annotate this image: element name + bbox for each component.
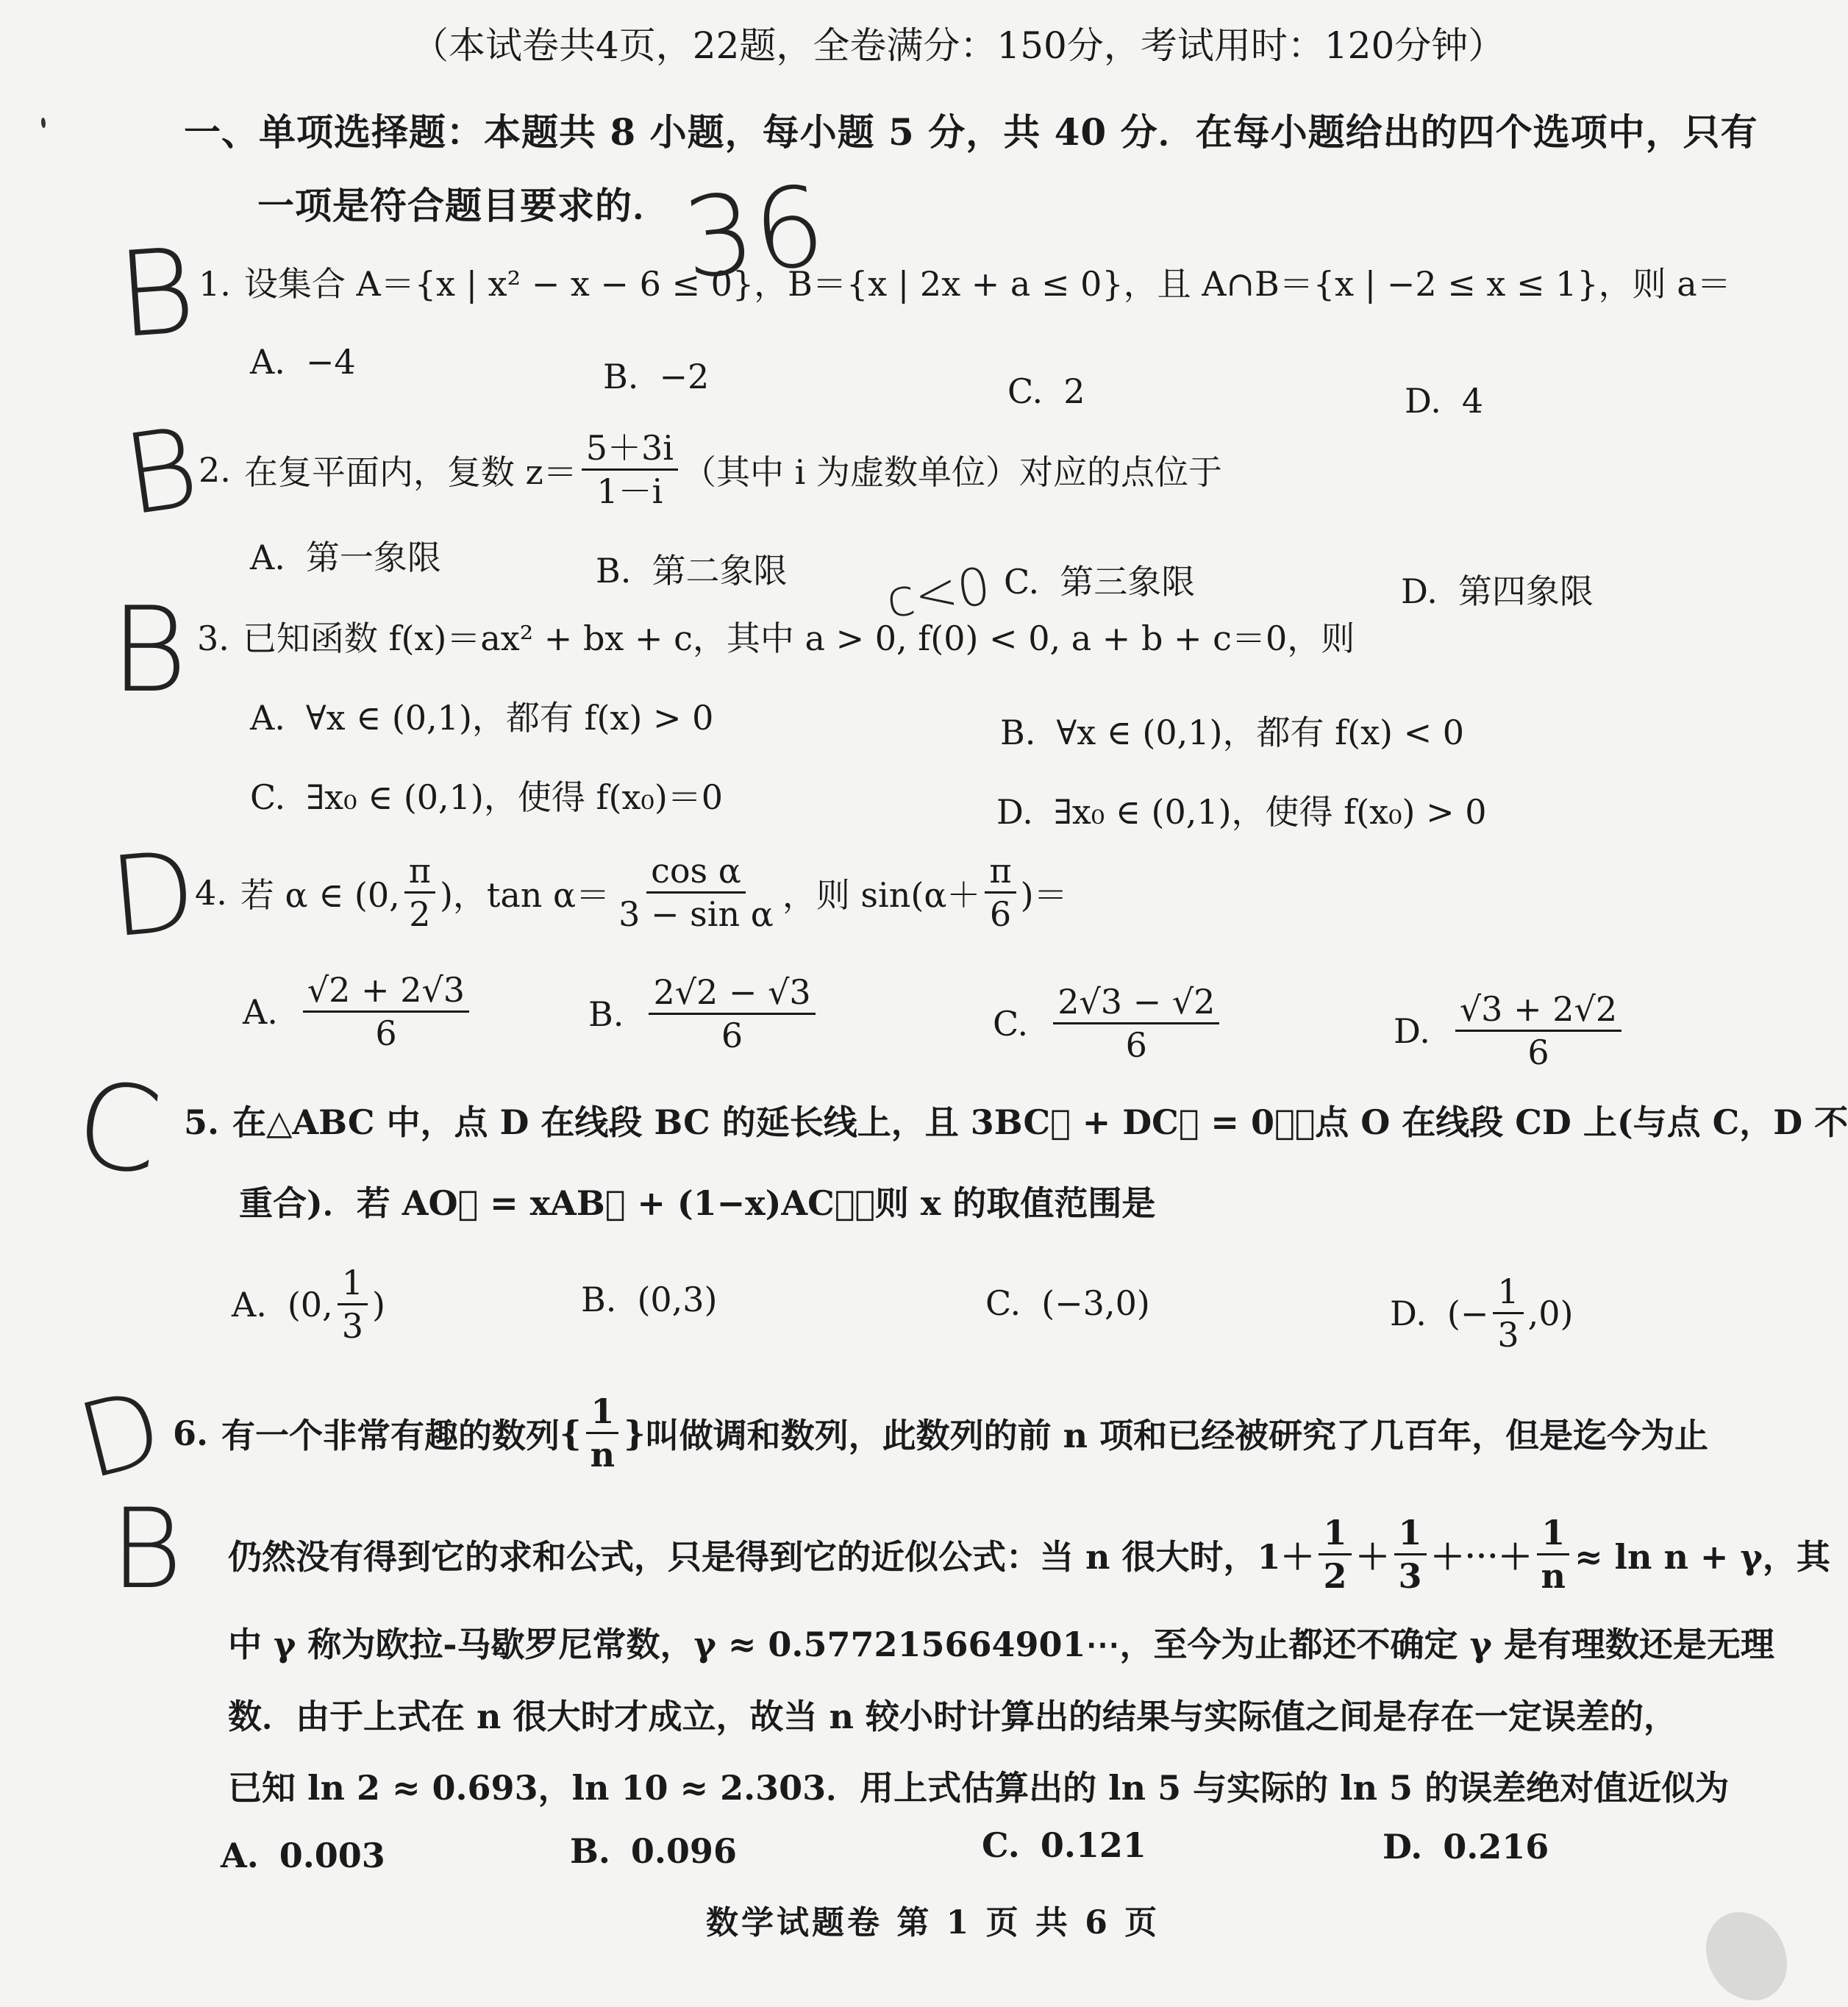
q2-option-d: D. 第四象限: [1401, 571, 1594, 611]
question-number: 6.: [173, 1413, 209, 1453]
question-6-line5: 已知 ln 2 ≈ 0.693，ln 10 ≈ 2.303．用上式估算出的 ln 5 与实际的 ln 5 的误差绝对值近似为: [228, 1768, 1730, 1808]
handwritten-score: 36: [677, 162, 831, 304]
q4-option-d: D. $\frac{√3 + 2√2}{6}$: [1394, 991, 1626, 1071]
q2-option-c: C. 第三象限: [1004, 562, 1196, 602]
question-5-line1: 5. 在△ABC 中，点 D 在线段 BC 的延长线上，且 3BC⃗ + DC⃗ = 0⃗，点 O 在线段 CD 上(与点 C，D 不: [184, 1102, 1848, 1142]
question-6-line1: 6. 有一个非常有趣的数列 { $\frac{1}{n}$ } 叫做调和数列，此数列的前 n 项和已经被研究了几百年，但是迄今为止: [173, 1391, 1709, 1475]
scan-dot: [41, 118, 46, 128]
question-number: 5.: [184, 1102, 220, 1142]
handwritten-answer-3: B: [110, 581, 188, 719]
q1-option-c: C. 2: [1007, 371, 1085, 411]
q4-option-a: A. $\frac{√2 + 2√3}{6}$: [243, 972, 474, 1052]
q3-option-b: B. ∀x ∈ (0,1)，都有 f(x) < 0: [1000, 713, 1465, 752]
pi-over-6: $\frac{\pi}{6}$: [985, 853, 1016, 933]
q5-option-b: B. (0,3): [581, 1280, 718, 1319]
tan-fraction: $\frac{\text{cos α}}{\text{3 − sin α}}$: [618, 851, 774, 935]
question-number: 2.: [199, 449, 231, 490]
question-4: 4. 若 α ∈ (0, $\frac{\pi}{2}$ )，tan α＝ $\frac{\text{cos α}}{\text{3 − sin α}}$ ，则 sin(α＋ $\frac{\pi}{6}$ )＝: [195, 851, 1068, 935]
q6-option-b: B. 0.096: [570, 1831, 737, 1871]
complex-fraction: $\frac{5+3i}{1-i}$: [582, 430, 678, 510]
q1-option-b: B. −2: [603, 357, 710, 396]
question-6-line2: 仍然没有得到它的求和公式，只是得到它的近似公式：当 n 很大时，1＋ $\frac{1}{2}$ ＋ $\frac{1}{3}$ ＋⋯＋ $\frac{1}{n}$ ≈ ln n + γ，其: [228, 1513, 1830, 1597]
q4-option-b: B. $\frac{2√2 - √3}{6}$: [588, 974, 820, 1054]
pi-over-2: $\frac{\pi}{2}$: [404, 853, 435, 933]
q6-option-a: A. 0.003: [221, 1836, 385, 1875]
question-stem: 已知函数 f(x)＝ax² + bx + c，其中 a > 0, f(0) < 0, a + b + c＝0，则: [242, 619, 1355, 658]
section-title-line2: 一项是符合题目要求的．: [257, 184, 670, 227]
handwritten-answer-2: B: [116, 404, 206, 541]
q5-option-d: D. (− $\frac{1}{3}$ ,0): [1390, 1272, 1574, 1355]
page-footer: 数学试题卷 第 1 页 共 6 页: [706, 1904, 1160, 1942]
handwritten-answer-1: B: [113, 221, 200, 365]
q2-option-b: B. 第二象限: [596, 551, 788, 591]
scan-smudge: [1706, 1912, 1787, 2000]
q1-option-d: D. 4: [1405, 381, 1484, 421]
question-2: 2. 在复平面内，复数 z＝ $\frac{5+3i}{1-i}$ （其中 i 为虚数单位）对应的点位于: [199, 428, 1222, 512]
question-5-line2: 重合)．若 AO⃗ = xAB⃗ + (1−x)AC⃗，则 x 的取值范围是: [239, 1183, 1156, 1223]
q2-option-a: A. 第一象限: [250, 538, 441, 577]
q5-option-a: A. (0, $\frac{1}{3}$ ): [232, 1263, 385, 1347]
q5-option-c: C. (−3,0): [985, 1283, 1150, 1323]
question-stem: 设集合 A＝{x | x² − x − 6 ≤ 0}，B＝{x | 2x + a ≤ 0}，且 A∩B＝{x | −2 ≤ x ≤ 1}，则 a＝: [243, 264, 1731, 304]
question-1: [199, 257, 1731, 306]
question-number: 1.: [199, 264, 231, 304]
q1-option-a: A. −4: [250, 342, 356, 382]
q3-option-d: D. ∃x₀ ∈ (0,1)，使得 f(x₀) > 0: [996, 792, 1487, 832]
q4-option-c: C. $\frac{2√3 - √2}{6}$: [993, 984, 1224, 1063]
exam-info: （本试卷共4页，22题，全卷满分：150分，考试用时：120分钟）: [412, 24, 1505, 67]
section-title-line1: 一、单项选择题：本题共 8 小题，每小题 5 分，共 40 分．在每小题给出的四个选项中，只有: [184, 110, 1758, 154]
question-number: 3.: [197, 619, 229, 658]
harmonic-term: $\frac{1}{n}$: [586, 1394, 619, 1473]
question-6-line3: 中 γ 称为欧拉-马歇罗尼常数，γ ≈ 0.577215664901⋯，至今为止都还不确定 γ 是有理数还是无理: [228, 1625, 1774, 1664]
handwritten-note-f0: c<0: [882, 555, 994, 630]
question-number: 4.: [195, 872, 227, 913]
question-3: [197, 612, 1355, 660]
handwritten-answer-6b: B: [110, 1486, 183, 1614]
question-6-line4: 数．由于上式在 n 很大时才成立，故当 n 较小时计算出的结果与实际值之间是存在一定误差的，: [228, 1697, 1677, 1736]
q3-option-c: C. ∃x₀ ∈ (0,1)，使得 f(x₀)＝0: [250, 777, 724, 817]
q3-option-a: A. ∀x ∈ (0,1)，都有 f(x) > 0: [250, 698, 714, 738]
handwritten-answer-5: C: [68, 1054, 169, 1202]
q6-option-d: D. 0.216: [1383, 1827, 1549, 1867]
q6-option-c: C. 0.121: [982, 1825, 1146, 1865]
handwritten-answer-6a: D: [67, 1367, 174, 1503]
handwritten-answer-4: D: [104, 827, 201, 963]
